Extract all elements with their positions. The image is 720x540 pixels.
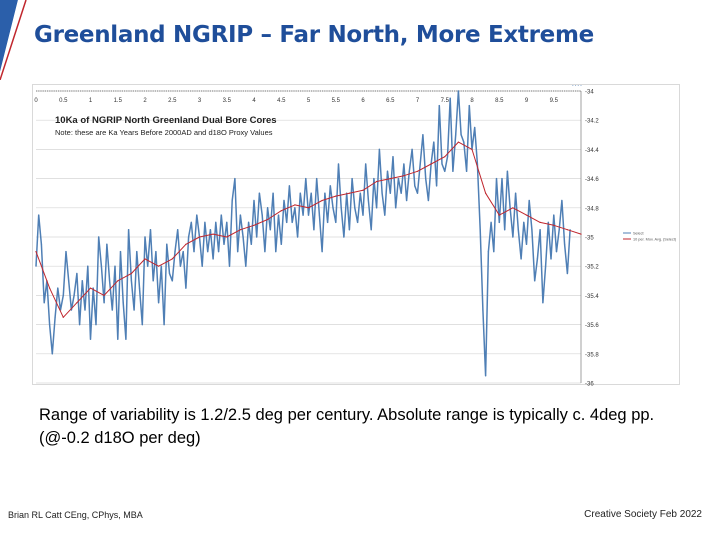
data-point-select <box>422 134 423 135</box>
data-point-moving-average <box>131 273 132 274</box>
data-point-select <box>128 229 129 230</box>
data-point-select <box>425 178 426 179</box>
data-point-select <box>134 309 135 310</box>
data-point-select <box>229 266 230 267</box>
data-point-select <box>196 215 197 216</box>
data-point-select <box>531 229 532 230</box>
caption-text: Range of variability is 1.2/2.5 deg per century. Absolute range is typically c. 4deg pp. (@-0.2 d18O per deg) <box>39 406 655 447</box>
footer-author: Brian RL Catt CEng, CPhys, MBA <box>8 510 143 520</box>
data-point-select <box>379 149 380 150</box>
data-point-select <box>578 85 579 86</box>
data-point-select <box>193 251 194 252</box>
y-tick-label: -35.6 <box>585 323 599 330</box>
data-point-select <box>474 127 475 128</box>
data-point-select <box>392 156 393 157</box>
data-point-select <box>139 288 140 289</box>
data-point-select <box>278 215 279 216</box>
data-point-select <box>183 251 184 252</box>
x-tick-label: 0.5 <box>59 98 68 104</box>
data-point-moving-average <box>553 225 554 226</box>
data-point-select <box>499 222 500 223</box>
data-point-select <box>79 324 80 325</box>
data-point-select <box>461 134 462 135</box>
data-point-select <box>153 280 154 281</box>
data-point-select <box>520 258 521 259</box>
data-point-select <box>469 105 470 106</box>
data-point-select <box>174 251 175 252</box>
data-point-select <box>490 222 491 223</box>
data-point-moving-average <box>485 193 486 194</box>
data-point-select <box>297 236 298 237</box>
data-point-select <box>455 134 456 135</box>
data-point-select <box>501 178 502 179</box>
x-tick-label: 9 <box>524 98 529 104</box>
data-point-moving-average <box>76 302 77 303</box>
data-point-select <box>207 251 208 252</box>
data-point-select <box>281 244 282 245</box>
data-point-select <box>215 222 216 223</box>
data-point-select <box>210 229 211 230</box>
data-point-select <box>308 215 309 216</box>
data-point-select <box>439 105 440 106</box>
data-point-select <box>458 90 459 91</box>
data-point-moving-average <box>349 193 350 194</box>
data-point-select <box>381 193 382 194</box>
data-point-select <box>275 251 276 252</box>
y-tick-label: -35.4 <box>585 293 599 300</box>
data-point-select <box>390 193 391 194</box>
data-point-moving-average <box>567 229 568 230</box>
data-point-select <box>433 142 434 143</box>
data-point-select <box>349 229 350 230</box>
data-point-select <box>420 163 421 164</box>
data-point-select <box>74 295 75 296</box>
data-point-select <box>493 251 494 252</box>
data-point-select <box>54 317 55 318</box>
x-tick-label: 7.5 <box>440 98 449 104</box>
data-point-select <box>572 85 573 86</box>
data-point-select <box>65 251 66 252</box>
data-point-select <box>223 244 224 245</box>
data-point-select <box>510 207 511 208</box>
data-point-select <box>447 156 448 157</box>
x-tick-label: 9.5 <box>549 98 558 104</box>
data-point-select <box>272 193 273 194</box>
y-tick-label: -34.2 <box>585 118 599 125</box>
data-point-select <box>251 244 252 245</box>
x-tick-label: 8 <box>470 98 474 104</box>
data-point-select <box>403 163 404 164</box>
x-tick-label: 1 <box>88 98 93 104</box>
data-point-select <box>444 171 445 172</box>
data-point-select <box>537 258 538 259</box>
data-point-select <box>300 193 301 194</box>
data-point-select <box>463 142 464 143</box>
data-point-select <box>172 280 173 281</box>
data-point-select <box>409 171 410 172</box>
data-point-select <box>185 288 186 289</box>
data-point-select <box>68 280 69 281</box>
data-point-select <box>523 222 524 223</box>
chart-subtitle: Note: these are Ka Years Before 2000AD and d18O Proxy Values <box>55 128 273 137</box>
y-tick-label: -35.2 <box>585 264 599 271</box>
data-point-select <box>136 251 137 252</box>
x-tick-label: 8.5 <box>495 98 504 104</box>
data-point-select <box>441 163 442 164</box>
data-point-select <box>354 207 355 208</box>
data-point-select <box>93 288 94 289</box>
data-point-select <box>112 309 113 310</box>
data-point-select <box>343 236 344 237</box>
data-point-moving-average <box>104 295 105 296</box>
x-tick-label: 3.5 <box>222 98 231 104</box>
data-point-select <box>365 163 366 164</box>
data-point-select <box>294 207 295 208</box>
data-point-select <box>559 229 560 230</box>
x-tick-label: 3 <box>197 98 202 104</box>
data-point-select <box>49 324 50 325</box>
data-point-select <box>540 229 541 230</box>
data-point-select <box>95 324 96 325</box>
data-point-select <box>387 171 388 172</box>
data-point-select <box>90 339 91 340</box>
data-point-select <box>166 244 167 245</box>
data-point-select <box>496 178 497 179</box>
data-point-select <box>267 207 268 208</box>
data-point-select <box>302 215 303 216</box>
data-point-select <box>341 207 342 208</box>
data-point-moving-average <box>199 236 200 237</box>
data-point-select <box>352 178 353 179</box>
data-point-select <box>362 215 363 216</box>
data-point-select <box>120 251 121 252</box>
data-point-select <box>82 280 83 281</box>
data-point-select <box>542 302 543 303</box>
data-point-moving-average <box>90 288 91 289</box>
data-point-select <box>264 251 265 252</box>
data-point-select <box>417 193 418 194</box>
data-point-select <box>114 266 115 267</box>
x-tick-label: 6.5 <box>386 98 395 104</box>
data-point-select <box>191 222 192 223</box>
data-point-select <box>507 171 508 172</box>
data-point-moving-average <box>322 200 323 201</box>
data-point-select <box>163 324 164 325</box>
data-point-moving-average <box>308 207 309 208</box>
data-point-select <box>245 266 246 267</box>
data-point-select <box>384 215 385 216</box>
data-point-moving-average <box>580 233 581 234</box>
data-point-moving-average <box>172 258 173 259</box>
data-point-select <box>480 229 481 230</box>
data-point-select <box>398 178 399 179</box>
data-point-select <box>144 236 145 237</box>
data-point-select <box>406 200 407 201</box>
data-point-moving-average <box>499 215 500 216</box>
data-point-select <box>548 222 549 223</box>
data-point-select <box>232 200 233 201</box>
data-point-select <box>534 280 535 281</box>
y-tick-label: -34.6 <box>585 177 599 184</box>
data-point-select <box>248 222 249 223</box>
x-tick-label: 5 <box>306 98 311 104</box>
data-point-moving-average <box>144 258 145 259</box>
data-point-moving-average <box>49 288 50 289</box>
data-point-moving-average <box>240 229 241 230</box>
data-point-select <box>466 171 467 172</box>
data-point-moving-average <box>35 251 36 252</box>
data-point-select <box>180 266 181 267</box>
data-point-select <box>401 193 402 194</box>
data-point-select <box>357 222 358 223</box>
data-point-select <box>213 258 214 259</box>
data-point-select <box>87 266 88 267</box>
data-point-select <box>561 200 562 201</box>
data-point-select <box>518 229 519 230</box>
data-point-select <box>98 236 99 237</box>
data-point-select <box>270 229 271 230</box>
data-point-select <box>319 215 320 216</box>
data-point-select <box>373 178 374 179</box>
data-point-select <box>452 171 453 172</box>
data-point-select <box>256 236 257 237</box>
data-point-select <box>41 244 42 245</box>
data-point-select <box>202 266 203 267</box>
data-point-select <box>283 200 284 201</box>
data-point-select <box>575 85 576 86</box>
data-point-select <box>324 193 325 194</box>
data-point-select <box>485 375 486 376</box>
data-point-select <box>204 222 205 223</box>
data-point-select <box>311 193 312 194</box>
data-point-select <box>221 215 222 216</box>
data-point-select <box>450 98 451 99</box>
data-point-select <box>330 185 331 186</box>
data-point-select <box>335 222 336 223</box>
data-point-select <box>147 266 148 267</box>
y-tick-label: -35 <box>585 235 594 242</box>
data-point-select <box>101 266 102 267</box>
slide-title: Greenland NGRIP – Far North, More Extreme <box>34 22 594 48</box>
data-point-moving-average <box>63 317 64 318</box>
data-point-select <box>106 244 107 245</box>
x-tick-label: 1.5 <box>113 98 122 104</box>
y-tick-label: -36 <box>585 381 594 386</box>
data-point-select <box>395 207 396 208</box>
data-point-select <box>371 229 372 230</box>
legend-label: Select <box>633 231 644 236</box>
data-point-moving-average <box>444 156 445 157</box>
data-point-select <box>436 185 437 186</box>
data-point-select <box>322 251 323 252</box>
legend-label: 10 per. Mov. Avg. (Select) <box>633 237 677 242</box>
data-point-select <box>38 215 39 216</box>
data-point-select <box>177 229 178 230</box>
data-point-select <box>305 178 306 179</box>
data-point-select <box>482 309 483 310</box>
data-point-select <box>76 273 77 274</box>
data-point-select <box>512 236 513 237</box>
data-point-moving-average <box>253 225 254 226</box>
data-point-select <box>155 251 156 252</box>
y-tick-label: -34.4 <box>585 147 599 154</box>
data-point-select <box>253 200 254 201</box>
data-point-moving-average <box>213 233 214 234</box>
data-point-select <box>313 229 314 230</box>
data-point-select <box>545 266 546 267</box>
data-point-select <box>360 193 361 194</box>
data-point-select <box>52 353 53 354</box>
x-tick-label: 2.5 <box>168 98 177 104</box>
x-tick-label: 5.5 <box>331 98 340 104</box>
data-point-select <box>161 266 162 267</box>
data-point-select <box>57 288 58 289</box>
data-point-select <box>376 207 377 208</box>
y-tick-label: -35.8 <box>585 352 599 359</box>
data-point-select <box>529 200 530 201</box>
data-point-select <box>526 244 527 245</box>
ngrip-line-chart <box>33 85 681 386</box>
y-tick-label: -34.8 <box>585 206 599 213</box>
data-point-moving-average <box>117 280 118 281</box>
data-point-moving-average <box>267 219 268 220</box>
data-point-select <box>84 309 85 310</box>
data-point-select <box>243 236 244 237</box>
data-point-select <box>292 222 293 223</box>
data-point-select <box>504 229 505 230</box>
data-point-moving-average <box>158 266 159 267</box>
data-point-select <box>553 215 554 216</box>
data-point-select <box>218 251 219 252</box>
x-tick-label: 0 <box>34 98 38 104</box>
data-point-select <box>125 339 126 340</box>
data-point-select <box>63 295 64 296</box>
data-point-moving-average <box>512 207 513 208</box>
data-point-moving-average <box>540 222 541 223</box>
data-point-moving-average <box>335 196 336 197</box>
data-point-select <box>567 273 568 274</box>
x-tick-label: 4.5 <box>277 98 286 104</box>
x-tick-label: 7 <box>415 98 420 104</box>
y-tick-label: -34 <box>585 89 594 96</box>
data-point-moving-average <box>185 244 186 245</box>
data-point-moving-average <box>362 190 363 191</box>
data-point-select <box>488 251 489 252</box>
data-point-select <box>327 222 328 223</box>
data-point-select <box>286 222 287 223</box>
series-line-moving-average <box>36 142 581 317</box>
data-point-select <box>188 236 189 237</box>
data-point-select <box>44 302 45 303</box>
data-point-moving-average <box>458 142 459 143</box>
data-point-select <box>131 280 132 281</box>
data-point-select <box>338 163 339 164</box>
data-point-select <box>158 302 159 303</box>
x-tick-label: 6 <box>361 98 365 104</box>
data-point-moving-average <box>417 171 418 172</box>
chart-frame <box>32 84 680 385</box>
data-point-select <box>332 207 333 208</box>
chart-title: 10Ka of NGRIP North Greenland Dual Bore Cores <box>55 115 277 126</box>
data-point-select <box>109 280 110 281</box>
data-point-moving-average <box>471 149 472 150</box>
data-point-moving-average <box>281 210 282 211</box>
data-point-select <box>234 178 235 179</box>
data-point-moving-average <box>390 178 391 179</box>
data-point-select <box>428 200 429 201</box>
data-point-moving-average <box>431 163 432 164</box>
data-point-select <box>169 273 170 274</box>
data-point-select <box>262 215 263 216</box>
data-point-moving-average <box>526 215 527 216</box>
data-point-select <box>414 185 415 186</box>
data-point-select <box>289 185 290 186</box>
data-point-select <box>556 251 557 252</box>
data-point-select <box>237 251 238 252</box>
data-point-select <box>104 302 105 303</box>
data-point-moving-average <box>403 175 404 176</box>
data-point-select <box>117 339 118 340</box>
data-point-moving-average <box>376 181 377 182</box>
data-point-select <box>580 85 581 86</box>
data-point-select <box>515 193 516 194</box>
data-point-moving-average <box>226 236 227 237</box>
data-point-select <box>226 222 227 223</box>
x-tick-label: 4 <box>252 98 256 104</box>
data-point-select <box>368 200 369 201</box>
data-point-select <box>240 215 241 216</box>
data-point-select <box>123 302 124 303</box>
x-tick-label: 2 <box>143 98 147 104</box>
data-point-select <box>550 258 551 259</box>
data-point-select <box>564 244 565 245</box>
data-point-select <box>259 193 260 194</box>
data-point-select <box>150 229 151 230</box>
data-point-select <box>35 266 36 267</box>
data-point-select <box>411 149 412 150</box>
footer-event: Creative Society Feb 2022 <box>584 509 702 520</box>
data-point-moving-average <box>294 204 295 205</box>
data-point-select <box>142 324 143 325</box>
data-point-select <box>316 178 317 179</box>
